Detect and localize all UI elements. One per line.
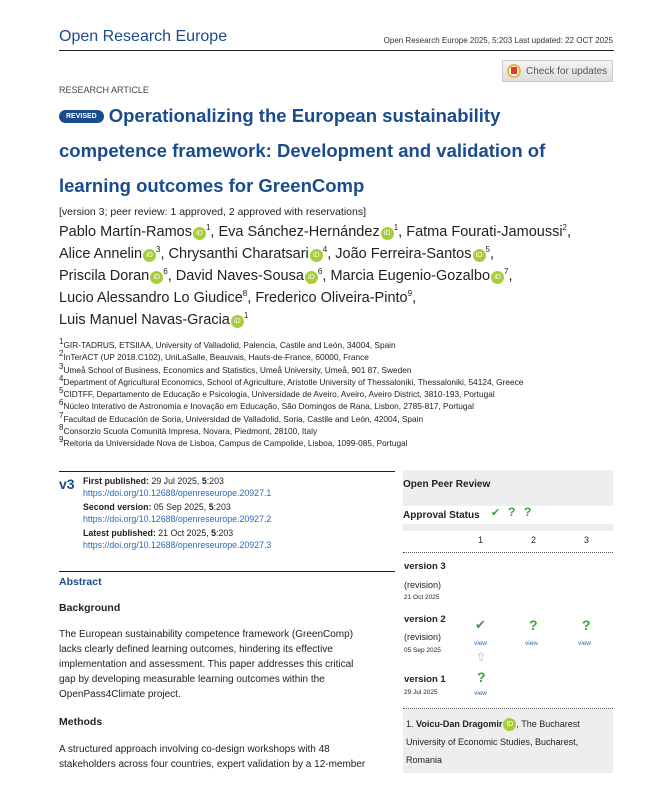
author-affiliation-ref: 2 bbox=[562, 223, 567, 233]
abstract-heading: Abstract bbox=[59, 576, 102, 588]
pub-volume: 5 bbox=[201, 476, 207, 486]
author-affiliation-ref: 1 bbox=[243, 311, 249, 321]
reviewer-affiliation: , The Bucharest University of Economic Studies, Bucharest, Romania bbox=[406, 719, 580, 765]
doi-link[interactable]: https://doi.org/10.12688/openreseurope.20927.3 bbox=[83, 540, 272, 550]
affiliation-text: Umeå School of Business, Economics and Statistics, Umeå University, Umeå, 901 87, Sweden bbox=[63, 364, 412, 375]
author-affiliation-ref: 6 bbox=[317, 267, 323, 277]
orcid-icon[interactable]: iD bbox=[381, 227, 394, 240]
citation-meta: Open Research Europe 2025, 5:203 Last updated: 22 OCT 2025 bbox=[383, 36, 613, 45]
pub-date: 05 Sep 2025, bbox=[153, 502, 207, 512]
pub-date: 21 Oct 2025, bbox=[158, 528, 209, 538]
reviewer-entry bbox=[406, 715, 606, 769]
author[interactable] bbox=[59, 312, 248, 328]
reservations-icon: ? bbox=[582, 617, 591, 633]
author-affiliation-ref: 8 bbox=[242, 289, 248, 299]
affiliation-number: 5 bbox=[59, 386, 64, 396]
affiliation-number: 2 bbox=[59, 349, 64, 359]
reservations-icon: ? bbox=[524, 505, 532, 519]
version-2-note: (revision) bbox=[404, 632, 442, 642]
reservations-icon: ? bbox=[477, 669, 486, 685]
affiliation bbox=[59, 376, 523, 388]
affiliation-number: 6 bbox=[59, 398, 64, 408]
arrow-up-icon: ⇧ bbox=[476, 650, 487, 664]
author-name[interactable]: Lucio Alessandro Lo Giudice bbox=[59, 290, 243, 306]
author-name[interactable]: Marcia Eugenio-Gozalbo bbox=[330, 268, 491, 284]
pub-volume: 5 bbox=[208, 502, 214, 512]
doi-link[interactable]: https://doi.org/10.12688/openreseurope.20927.1 bbox=[83, 488, 272, 498]
view-link[interactable]: view bbox=[474, 640, 488, 647]
affiliation bbox=[59, 361, 523, 376]
affiliation-text: Núcleo Interativo de Astronomia e Inovação em Educação, São Domingos de Rana, Lisbon, 2785-817, Portugal bbox=[63, 401, 474, 412]
author[interactable] bbox=[59, 224, 210, 240]
version-3-note: (revision) bbox=[404, 580, 442, 590]
orcid-icon[interactable]: iD bbox=[150, 271, 163, 284]
reservations-icon: ? bbox=[529, 617, 538, 633]
revised-badge: REVISED bbox=[59, 110, 104, 123]
affiliation-number: 9 bbox=[59, 435, 64, 445]
author[interactable] bbox=[330, 268, 508, 284]
approval-status-label: Approval Status bbox=[403, 510, 480, 521]
author-name[interactable]: João Ferreira-Santos bbox=[335, 246, 472, 262]
author-name[interactable]: David Naves-Sousa bbox=[175, 268, 304, 284]
reservations-icon: ? bbox=[508, 505, 516, 519]
publication-entry bbox=[83, 528, 271, 551]
author-affiliation-ref: 9 bbox=[407, 289, 413, 299]
pub-page: :203 bbox=[216, 528, 234, 538]
author-name[interactable]: Priscila Doran bbox=[59, 268, 150, 284]
orcid-icon[interactable]: iD bbox=[231, 315, 244, 328]
orcid-icon[interactable]: iD bbox=[503, 718, 516, 731]
affiliation bbox=[59, 437, 523, 449]
affiliation-text: Department of Agricultural Economics, School of Agriculture, Aristotle University of Thessaloniki, Thessaloniki, 54124, Greece bbox=[63, 376, 524, 387]
affiliation bbox=[59, 413, 523, 425]
affiliation-number: 7 bbox=[59, 411, 64, 421]
author[interactable] bbox=[218, 224, 398, 240]
affiliation-number: 4 bbox=[59, 374, 64, 384]
journal-logo[interactable]: Open Research Europe bbox=[59, 28, 228, 45]
affiliation-text: Reitoria da Universidade Nova de Lisboa, Campus de Campolide, Lisboa, 1099-085, Portugal bbox=[63, 438, 408, 449]
orcid-icon[interactable]: iD bbox=[491, 271, 504, 284]
pub-volume: 5 bbox=[211, 528, 217, 538]
pub-page: :203 bbox=[213, 502, 231, 512]
pub-label: Second version: bbox=[83, 502, 152, 512]
author[interactable] bbox=[59, 290, 247, 306]
methods-text: A structured approach involving co-design workshops with 48 stakeholders across four countries, expert validation by a 12-member bbox=[59, 744, 366, 770]
author-name[interactable]: Eva Sánchez-Hernández bbox=[218, 224, 380, 240]
author-name[interactable]: Frederico Oliveira-Pinto bbox=[255, 290, 408, 306]
background-text: The European sustainability competence framework (GreenComp) lacks clearly defined learning outcomes, hindering its effective implementation and assessment. This paper addresses this critical gap by developing measurable learning outcomes within the OpenPass4Climate project. bbox=[59, 629, 354, 700]
author-name[interactable]: Luis Manuel Navas-Gracia bbox=[59, 312, 230, 328]
version-2-label[interactable]: version 2 bbox=[404, 614, 446, 625]
author[interactable] bbox=[59, 268, 168, 284]
pub-label: Latest published: bbox=[83, 528, 156, 538]
affiliation-text: Consorzio Scuola Comunità Impresa, Novara, Piedmont, 28100, Italy bbox=[63, 426, 318, 437]
author-affiliation-ref: 1 bbox=[393, 223, 399, 233]
reviewer-col-3: 3 bbox=[584, 535, 590, 545]
affiliation bbox=[59, 400, 523, 412]
pub-date: 29 Jul 2025, bbox=[151, 476, 200, 486]
affiliation-text: CIDTFF, Departamento de Educação e Psicologia, Universidade de Aveiro, Aveiro, Aveiro District, 3810-193, Portugal bbox=[63, 389, 495, 400]
version-status: [version 3; peer review: 1 approved, 2 approved with reservations] bbox=[59, 206, 366, 218]
affiliation bbox=[59, 388, 523, 400]
affiliation-text: InTerACT (UP 2018.C102), UniLaSalle, Beauvais, Hauts-de-France, 60000, France bbox=[63, 352, 369, 363]
pub-page: :203 bbox=[206, 476, 224, 486]
author[interactable] bbox=[335, 246, 490, 262]
affiliation bbox=[59, 339, 523, 351]
approved-icon: ✔ bbox=[475, 617, 486, 632]
affiliation-text: Facultad de Educación de Soria, Universidad de Valladolid, Soria, Castile and León, 42004, Spain bbox=[63, 413, 424, 424]
page-title bbox=[59, 98, 579, 203]
author-list: Pablo Martín-Ramos $iD^1$, Eva Sánchez-Hernández $iD^1$, Fatma Fourati-Jamoussi$^2$, Alice Annelin $iD^3$, Chrysanthi Charatsari $iD^4$, João Ferreira-Santos $iD^5$, Priscila Doran $iD^6$, David Naves-Sousa $iD^6$, Marcia Eugenio-Gozalbo $iD^7$, Lucio Alessandro Lo Giudice$^8$, Frederico Oliveira-Pinto$^9$, Luis Manuel Navas-Gracia $iD^1$ bbox=[59, 223, 572, 328]
publication-entry bbox=[83, 476, 271, 499]
check-updates-label: Check for updates bbox=[526, 65, 608, 77]
version-3-label[interactable]: version 3 bbox=[404, 561, 446, 572]
author[interactable] bbox=[169, 246, 328, 262]
author[interactable] bbox=[406, 224, 567, 240]
reviewer-col-2: 2 bbox=[531, 535, 537, 545]
orcid-icon[interactable]: iD bbox=[305, 271, 318, 284]
author-affiliation-ref: 5 bbox=[485, 245, 490, 255]
orcid-icon[interactable]: iD bbox=[193, 227, 206, 240]
title-text: Operationalizing the European sustainability competence framework: Development and validation of learning outcomes for GreenComp bbox=[59, 105, 546, 196]
open-peer-review-panel bbox=[403, 470, 613, 773]
affiliation-list bbox=[59, 339, 523, 450]
author[interactable] bbox=[59, 246, 160, 262]
author-affiliation-ref: 7 bbox=[504, 267, 509, 277]
version-tag: v3 bbox=[59, 476, 75, 492]
methods-heading: Methods bbox=[59, 716, 103, 728]
view-link[interactable]: view bbox=[578, 640, 592, 647]
orcid-icon[interactable]: iD bbox=[143, 249, 156, 262]
publication-entry bbox=[83, 502, 271, 525]
reviewer-name[interactable]: Voicu-Dan Dragomir bbox=[416, 719, 503, 729]
author-name[interactable]: Chrysanthi Charatsari bbox=[168, 246, 309, 262]
background-heading: Background bbox=[59, 602, 121, 614]
version-2-date: 05 Sep 2025 bbox=[404, 647, 441, 654]
author[interactable] bbox=[255, 290, 412, 306]
publication-history bbox=[59, 471, 395, 572]
affiliation-number: 8 bbox=[59, 423, 64, 433]
author[interactable] bbox=[176, 268, 323, 284]
view-link[interactable]: view bbox=[525, 640, 539, 647]
peer-review-title: Open Peer Review bbox=[403, 479, 491, 490]
view-link[interactable]: view bbox=[474, 690, 488, 697]
reviewer-col-1: 1 bbox=[478, 535, 484, 545]
orcid-icon[interactable]: iD bbox=[310, 249, 323, 262]
pub-label: First published: bbox=[83, 476, 149, 486]
affiliation-number: 3 bbox=[59, 361, 64, 371]
crossmark-icon bbox=[507, 64, 521, 78]
version-1-date: 29 Jul 2025 bbox=[404, 689, 438, 696]
approved-icon: ✔ bbox=[491, 507, 501, 519]
orcid-icon[interactable]: iD bbox=[473, 249, 486, 262]
article-type: RESEARCH ARTICLE bbox=[59, 85, 149, 95]
author-affiliation-ref: 3 bbox=[156, 245, 161, 255]
affiliation-number: 1 bbox=[59, 337, 64, 347]
doi-link[interactable]: https://doi.org/10.12688/openreseurope.20927.2 bbox=[83, 514, 272, 524]
author-affiliation-ref: 6 bbox=[163, 267, 168, 277]
author-name[interactable]: Pablo Martín-Ramos bbox=[59, 224, 192, 240]
author-name[interactable]: Fatma Fourati-Jamoussi bbox=[406, 224, 563, 240]
author-affiliation-ref: 4 bbox=[322, 245, 328, 255]
header-divider bbox=[59, 50, 614, 51]
version-3-date: 21 Oct 2025 bbox=[404, 594, 440, 601]
author-name[interactable]: Alice Annelin bbox=[59, 246, 143, 262]
affiliation bbox=[59, 351, 523, 363]
version-1-label[interactable]: version 1 bbox=[404, 674, 446, 685]
affiliation-text: GIR-TADRUS, ETSIIAA, University of Valladolid, Palencia, Castile and León, 34004, Spain bbox=[63, 340, 396, 350]
reviewer-number: 1. bbox=[406, 719, 414, 729]
check-updates-button[interactable] bbox=[502, 60, 613, 82]
affiliation bbox=[59, 425, 523, 437]
author-affiliation-ref: 1 bbox=[205, 223, 211, 233]
